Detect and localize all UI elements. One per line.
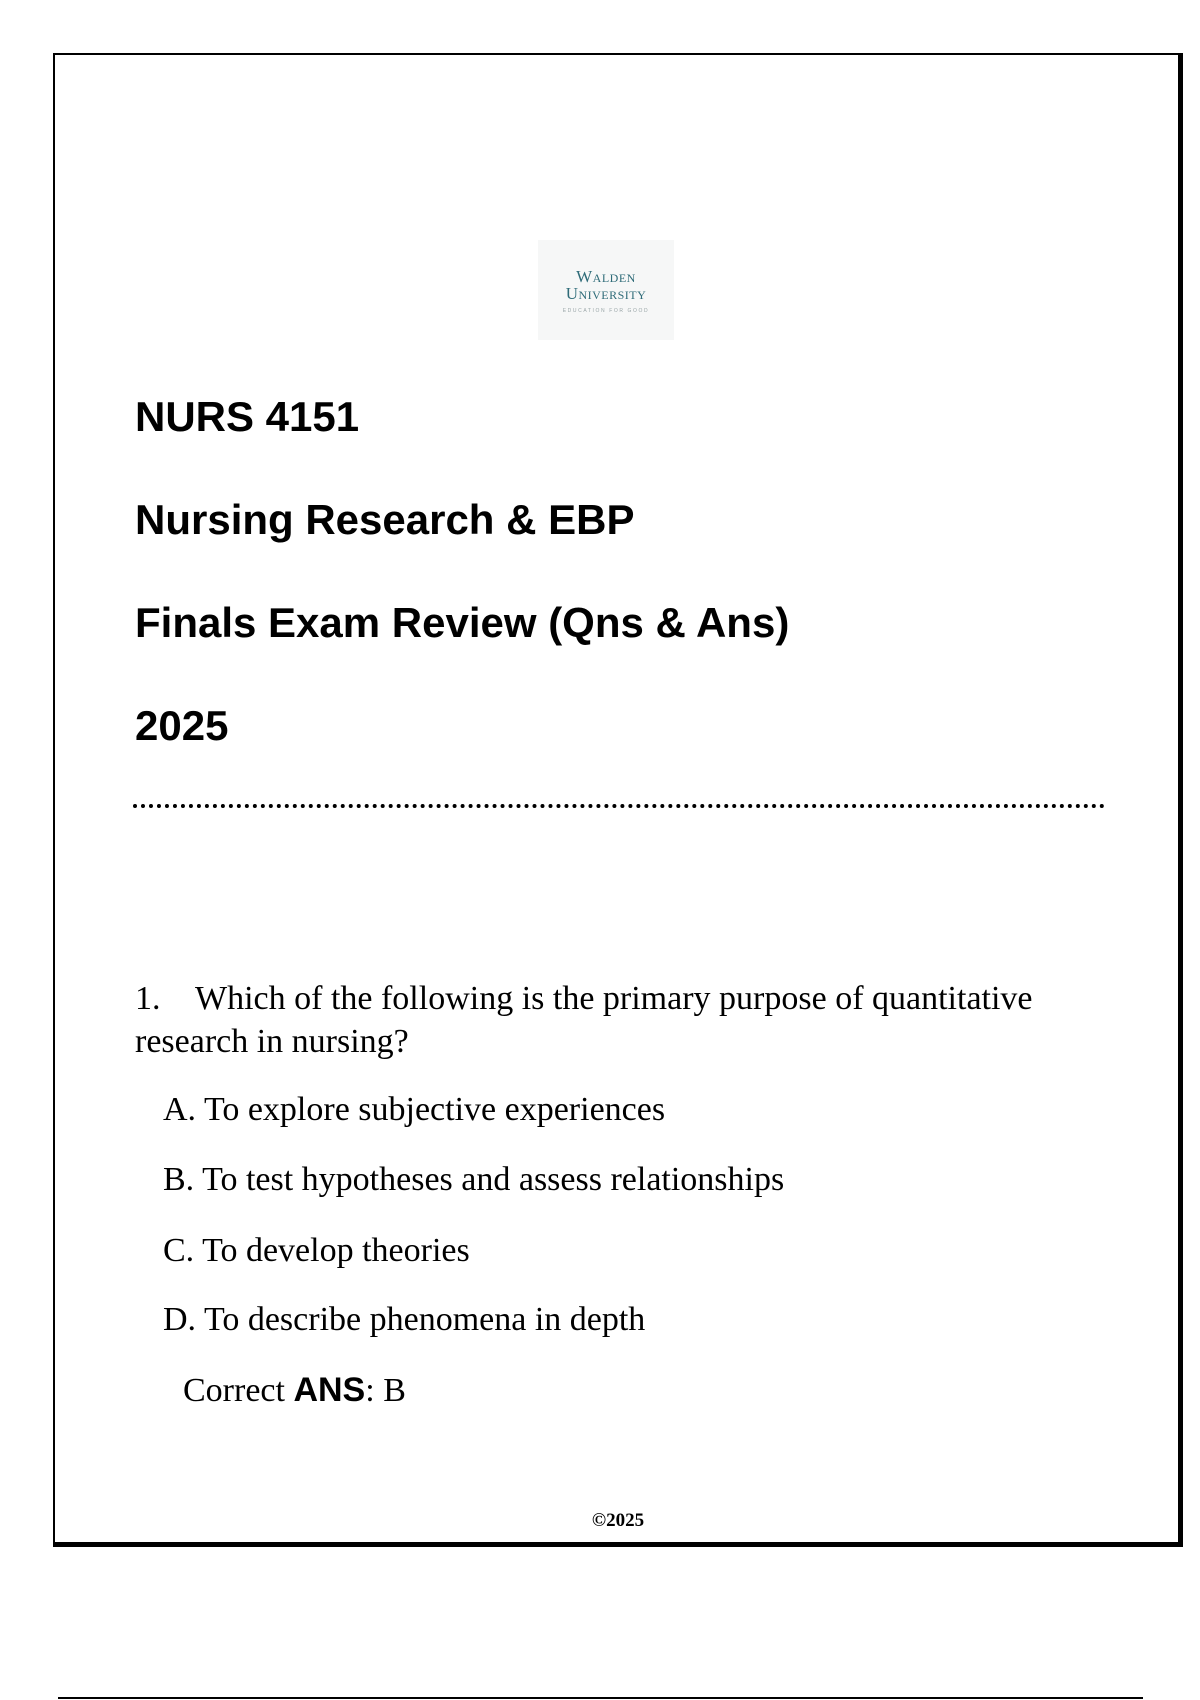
walden-university-logo [538,240,674,340]
logo-line-1: Walden [576,267,636,286]
answer-label: ANS [293,1371,366,1409]
exam-subtitle-heading: Finals Exam Review (Qns & Ans) [135,599,790,646]
course-title-heading: Nursing Research & EBP [135,496,635,543]
logo-line-2: University [565,284,647,303]
answer-prefix: Correct [183,1372,294,1409]
dotted-divider [133,804,1105,808]
year-heading: 2025 [135,702,229,749]
answer-value: : B [365,1372,406,1409]
bottom-rule [58,1697,1143,1699]
copyright-footer: ©2025 [591,1510,645,1531]
question-number: 1. [135,980,161,1017]
question-1 [135,977,1095,1063]
option-c: C. To develop theories [163,1232,470,1269]
course-code-heading: NURS 4151 [135,393,360,440]
logo-tagline: EDUCATION FOR GOOD [562,308,650,314]
question-text: Which of the following is the primary purpose of quantitative research in nursing? [135,980,1033,1060]
option-d: D. To describe phenomena in depth [163,1301,646,1338]
option-b: B. To test hypotheses and assess relationships [163,1161,785,1198]
correct-answer [183,1370,406,1411]
option-a: A. To explore subjective experiences [163,1091,666,1128]
